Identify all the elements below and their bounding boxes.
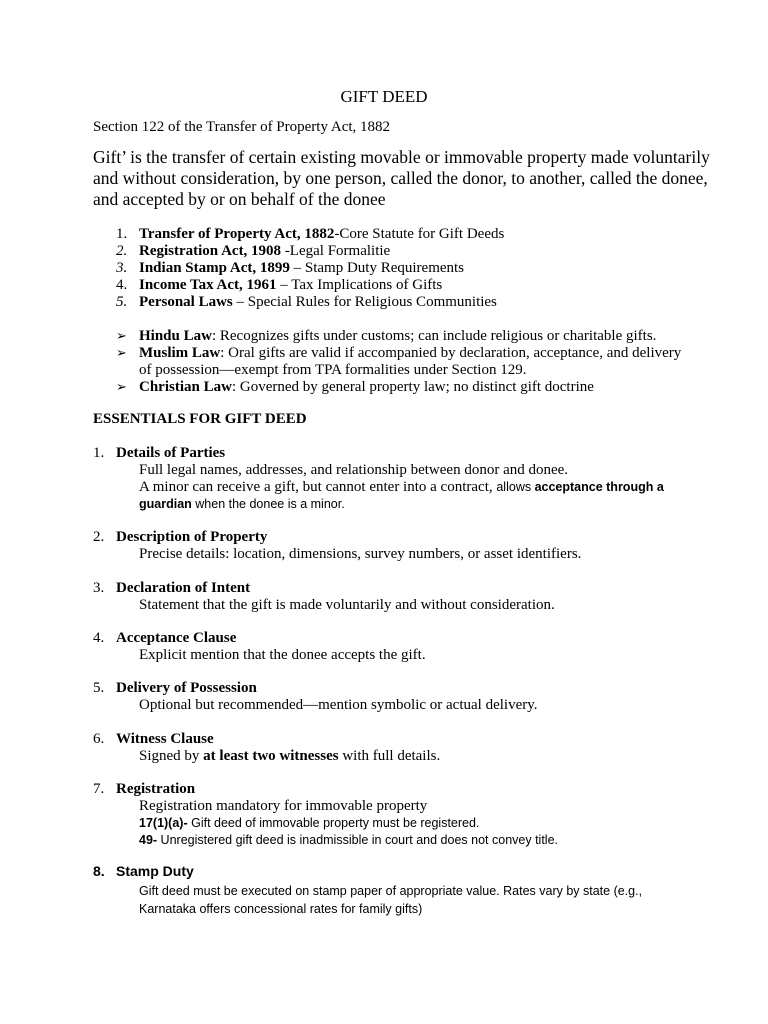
item-text: Explicit mention that the donee accepts the gift. — [139, 647, 426, 663]
item-text: Statement that the gift is made voluntarily and without consideration. — [139, 597, 555, 613]
document-title: GIFT DEED — [340, 87, 428, 106]
act-description: -Legal Formalitie — [281, 243, 391, 259]
essential-item-stamp-duty — [93, 863, 693, 918]
essential-item-intent — [93, 580, 693, 614]
act-description: – Special Rules for Religious Communities — [232, 294, 497, 310]
list-item — [93, 260, 504, 277]
item-number: 5. — [93, 680, 105, 696]
item-number: 2. — [93, 529, 105, 545]
essential-item-parties — [93, 445, 693, 513]
item-number: 6. — [93, 731, 105, 747]
item-text: when the donee is a minor. — [191, 497, 345, 511]
act-name: Personal Laws — [139, 294, 233, 310]
item-text-bold: acceptance through a guardian — [139, 480, 664, 511]
arrow-bullet-icon: ➢ — [116, 380, 127, 395]
essential-item-registration — [93, 781, 693, 849]
act-name: Income Tax Act, 1961 — [139, 277, 277, 293]
item-heading: Acceptance Clause — [116, 630, 237, 646]
law-name: Hindu Law — [139, 328, 212, 344]
list-item — [93, 328, 693, 345]
list-number: 5. — [116, 294, 128, 310]
list-number: 1. — [116, 226, 128, 242]
item-heading: Delivery of Possession — [116, 680, 257, 696]
essential-item-property — [93, 529, 693, 563]
item-text: Signed by — [139, 748, 204, 764]
item-text: allows — [496, 480, 535, 494]
law-description: : Recognizes gifts under customs; can include religious or charitable gifts. — [211, 328, 657, 344]
essential-item-acceptance — [93, 630, 693, 664]
list-item — [93, 294, 504, 311]
list-item — [93, 379, 693, 396]
item-text: A minor can receive a gift, but cannot enter into a contract, — [139, 479, 497, 495]
item-text-bold: at least two witnesses — [203, 748, 339, 764]
essential-item-possession — [93, 680, 693, 714]
section-text: Gift deed of immovable property must be registered. — [187, 816, 480, 830]
section-number: 17(1)(a)- — [139, 816, 188, 830]
acts-list — [93, 226, 504, 311]
list-item — [93, 243, 504, 260]
item-text: with full details. — [338, 748, 441, 764]
list-item — [93, 345, 693, 379]
item-heading: Witness Clause — [116, 731, 214, 747]
list-number: 4. — [116, 277, 128, 293]
list-item — [93, 277, 504, 294]
item-number: 7. — [93, 781, 105, 797]
law-name: Muslim Law — [139, 345, 221, 361]
list-item — [93, 226, 504, 243]
law-name: Christian Law — [139, 379, 232, 395]
arrow-bullet-icon: ➢ — [116, 329, 127, 344]
act-description: – Tax Implications of Gifts — [276, 277, 443, 293]
law-description: : Oral gifts are valid if accompanied by declaration, acceptance, and delivery of possession—exempt from TPA formalities under Section 129. — [139, 345, 682, 378]
item-number: 4. — [93, 630, 105, 646]
document-subtitle: Section 122 of the Transfer of Property Act, 1882 — [93, 119, 391, 135]
item-number: 1. — [93, 445, 105, 461]
item-text: Optional but recommended—mention symbolic or actual delivery. — [139, 697, 538, 713]
item-text: Full legal names, addresses, and relationship between donor and donee. — [139, 462, 569, 478]
section-number: 49- — [139, 833, 158, 847]
item-text: Registration mandatory for immovable property — [139, 798, 428, 814]
item-text: Precise details: location, dimensions, survey numbers, or asset identifiers. — [139, 546, 582, 562]
act-description: – Stamp Duty Requirements — [289, 260, 465, 276]
item-number: 3. — [93, 580, 105, 596]
intro-paragraph: Gift’ is the transfer of certain existing movable or immovable property made voluntarily and without consideration, by one person, called the donor, to another, called the donee, and accepted by or on behalf of the donee — [93, 147, 710, 209]
act-description: -Core Statute for Gift Deeds — [334, 226, 505, 242]
essential-item-witness — [93, 731, 693, 765]
item-heading: Registration — [116, 781, 196, 797]
act-name: Transfer of Property Act, 1882 — [139, 226, 335, 242]
arrow-bullet-icon: ➢ — [116, 346, 127, 361]
item-heading: Stamp Duty — [116, 863, 194, 879]
essentials-heading: ESSENTIALS FOR GIFT DEED — [93, 411, 307, 427]
act-name: Indian Stamp Act, 1899 — [139, 260, 290, 276]
list-number: 2. — [116, 243, 128, 259]
item-text: Gift deed must be executed on stamp paper of appropriate value. Rates vary by state (e.g., Karnataka offers concessional rates for family gifts) — [139, 884, 643, 916]
law-description: : Governed by general property law; no distinct gift doctrine — [231, 379, 594, 395]
personal-laws-list — [93, 328, 693, 396]
item-heading: Declaration of Intent — [116, 580, 251, 596]
act-name: Registration Act, 1908 — [139, 243, 282, 259]
item-heading: Details of Parties — [116, 445, 226, 461]
item-heading: Description of Property — [116, 529, 268, 545]
section-text: Unregistered gift deed is inadmissible in court and does not convey title. — [157, 833, 558, 847]
item-number: 8. — [93, 863, 105, 879]
list-number: 3. — [116, 260, 128, 276]
